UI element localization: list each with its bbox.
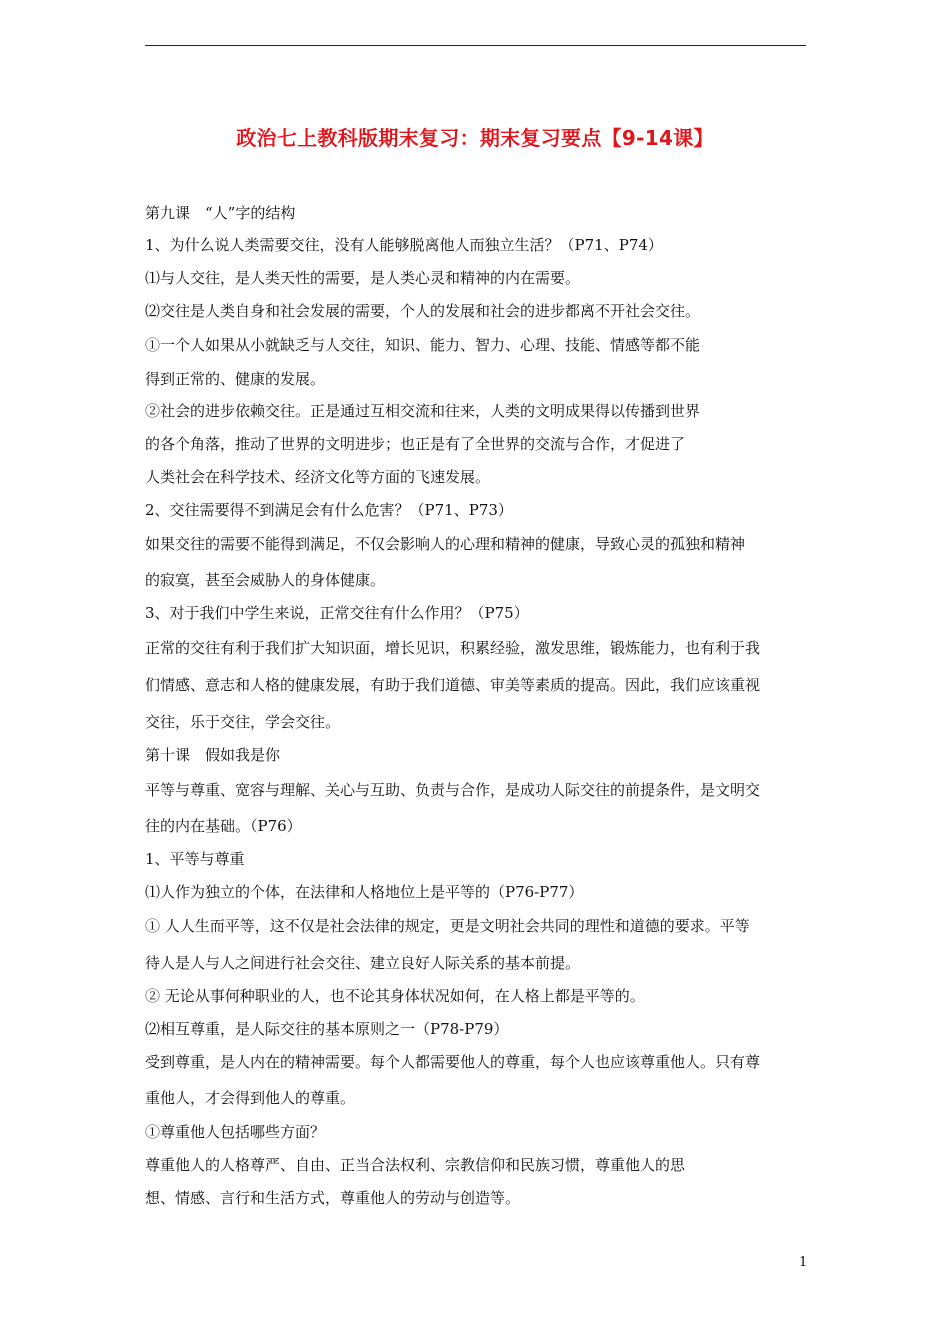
line-13: 正常的交往有利于我们扩大知识面，增长见识，积累经验，激发思维，锻炼能力，也有利于我 [145, 639, 761, 657]
line-7: 的各个角落，推动了世界的文明进步；也正是有了全世界的交流与合作，才促进了 [145, 435, 686, 453]
line-28: 尊重他人的人格尊严、自由、正当合法权利、宗教信仰和民族习惯，尊重他人的思 [145, 1156, 686, 1174]
line-15: 交往，乐于交往，学会交往。 [145, 713, 341, 731]
line-2: ⑴与人交往，是人类天性的需要，是人类心灵和精神的内在需要。 [145, 269, 581, 287]
line-16: 第十课 假如我是你 [145, 746, 281, 764]
line-20: ⑴人作为独立的个体，在法律和人格地位上是平等的（P76-P77） [145, 883, 584, 901]
line-24: ⑵相互尊重，是人际交往的基本原则之一（P78-P79） [145, 1020, 509, 1038]
line-10: 如果交往的需要不能得到满足，不仅会影响人的心理和精神的健康，导致心灵的孤独和精神 [145, 535, 746, 553]
line-17: 平等与尊重、宽容与理解、关心与互助、负责与合作，是成功人际交往的前提条件，是文明交 [145, 781, 761, 799]
line-1: 1、为什么说人类需要交往，没有人能够脱离他人而独立生活？（P71、P74） [145, 236, 663, 254]
line-19: 1、平等与尊重 [145, 850, 245, 868]
line-5: 得到正常的、健康的发展。 [145, 370, 326, 388]
line-18: 往的内在基础。（P76） [145, 817, 302, 835]
line-11: 的寂寞，甚至会威胁人的身体健康。 [145, 571, 386, 589]
line-9: 2、交往需要得不到满足会有什么危害？（P71、P73） [145, 501, 513, 519]
line-22: 待人是人与人之间进行社会交往、建立良好人际关系的基本前提。 [145, 954, 581, 972]
line-25: 受到尊重，是人内在的精神需要。每个人都需要他人的尊重，每个人也应该尊重他人。只有尊 [145, 1053, 761, 1071]
line-23: ② 无论从事何种职业的人，也不论其身体状况如何，在人格上都是平等的。 [145, 987, 645, 1005]
page-number: 1 [799, 1255, 808, 1270]
line-3: ⑵交往是人类自身和社会发展的需要，个人的发展和社会的进步都离不开社会交往。 [145, 302, 701, 320]
line-0: 第九课 “人”字的结构 [145, 204, 296, 222]
line-14: 们情感、意志和人格的健康发展，有助于我们道德、审美等素质的提高。因此，我们应该重视 [145, 676, 761, 694]
header-rule [145, 45, 806, 46]
line-21: ① 人人生而平等，这不仅是社会法律的规定，更是文明社会共同的理性和道德的要求。平等 [145, 917, 750, 935]
document-title: 政治七上教科版期末复习：期末复习要点【9-14课】 [236, 126, 714, 150]
line-6: ②社会的进步依赖交往。正是通过互相交流和往来，人类的文明成果得以传播到世界 [145, 402, 701, 420]
line-4: ①一个人如果从小就缺乏与人交往，知识、能力、智力、心理、技能、情感等都不能 [145, 336, 701, 354]
line-29: 想、情感、言行和生活方式，尊重他人的劳动与创造等。 [145, 1189, 521, 1207]
line-8: 人类社会在科学技术、经济文化等方面的飞速发展。 [145, 468, 491, 486]
line-27: ①尊重他人包括哪些方面？ [145, 1123, 326, 1141]
line-12: 3、对于我们中学生来说，正常交往有什么作用？（P75） [145, 604, 529, 622]
line-26: 重他人，才会得到他人的尊重。 [145, 1089, 356, 1107]
